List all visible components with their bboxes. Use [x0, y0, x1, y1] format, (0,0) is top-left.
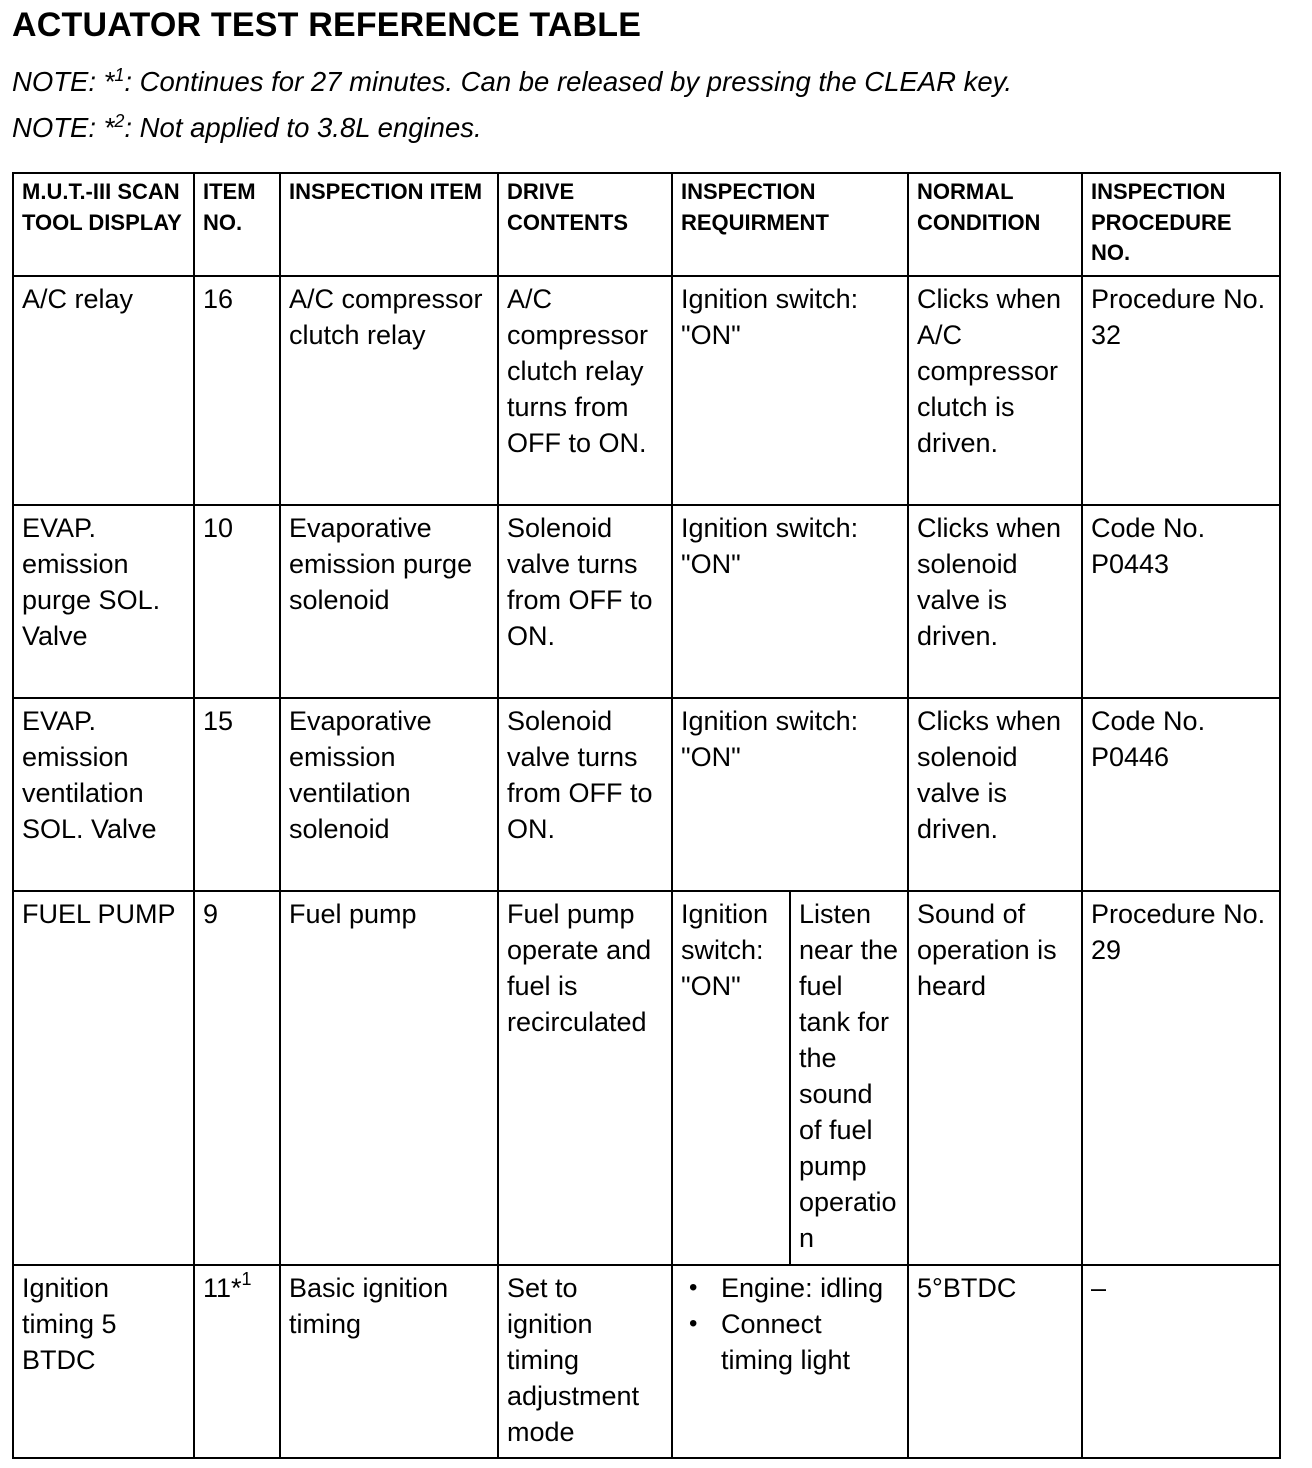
cell-normal-condition: Clicks when solenoid valve is driven. [908, 505, 1082, 698]
item-no-value: 11* [203, 1273, 242, 1303]
table-row [13, 891, 1280, 1265]
cell-normal-condition: Clicks when solenoid valve is driven. [908, 698, 1082, 891]
cell-requirement: Ignition switch: "ON" [672, 891, 790, 1265]
document-title: ACTUATOR TEST REFERENCE TABLE [12, 6, 642, 44]
header-inspection-requirement: INSPECTION REQUIRMENT [672, 173, 908, 276]
cell-item-no: 10 [194, 505, 280, 698]
header-item-no: ITEM NO. [194, 173, 280, 276]
cell-inspection-item: Evaporative emission purge solenoid [280, 505, 498, 698]
cell-normal-condition: Sound of operation is heard [908, 891, 1082, 1265]
cell-inspection-item: Evaporative emission ventilation solenoid [280, 698, 498, 891]
header-drive-contents: DRIVE CONTENTS [498, 173, 672, 276]
cell-item-no: 16 [194, 276, 280, 505]
cell-item-no [194, 1265, 280, 1458]
cell-inspection-item: A/C compressor clutch relay [280, 276, 498, 505]
table-row [13, 1265, 1280, 1458]
cell-procedure-no: Code No. P0443 [1082, 505, 1280, 698]
cell-display: EVAP. emission ventilation SOL. Valve [13, 698, 194, 891]
header-normal-condition: NORMAL CONDITION [908, 173, 1082, 276]
note-1 [12, 66, 1012, 98]
cell-drive-contents: Fuel pump operate and fuel is recirculated [498, 891, 672, 1265]
cell-display: A/C relay [13, 276, 194, 505]
cell-inspection-item: Fuel pump [280, 891, 498, 1265]
note-1-text: : Continues for 27 minutes. Can be released by pressing the CLEAR key. [124, 66, 1012, 97]
cell-normal-condition: 5°BTDC [908, 1265, 1082, 1458]
cell-normal-condition: Clicks when A/C compressor clutch is driven. [908, 276, 1082, 505]
cell-drive-contents: Solenoid valve turns from OFF to ON. [498, 698, 672, 891]
cell-drive-contents: Solenoid valve turns from OFF to ON. [498, 505, 672, 698]
cell-inspection-item: Basic ignition timing [280, 1265, 498, 1458]
cell-requirement: Ignition switch: "ON" [672, 698, 908, 891]
cell-requirement-detail: Listen near the fuel tank for the sound of fuel pump operation [790, 891, 908, 1265]
note-2-prefix: NOTE: * [12, 112, 115, 143]
list-item: • Engine: idling [681, 1270, 899, 1306]
note-2-text: : Not applied to 3.8L engines. [124, 112, 482, 143]
cell-drive-contents: A/C compressor clutch relay turns from OFF to ON. [498, 276, 672, 505]
cell-display: Ignition timing 5 BTDC [13, 1265, 194, 1458]
table-header-row [13, 173, 1280, 276]
cell-display: FUEL PUMP [13, 891, 194, 1265]
note-1-prefix: NOTE: * [12, 66, 115, 97]
cell-procedure-no: Procedure No. 29 [1082, 891, 1280, 1265]
cell-item-no: 9 [194, 891, 280, 1265]
cell-drive-contents: Set to ignition timing adjustment mode [498, 1265, 672, 1458]
table-row [13, 698, 1280, 891]
cell-item-no: 15 [194, 698, 280, 891]
requirement-bullet-list [681, 1270, 899, 1378]
cell-procedure-no: Code No. P0446 [1082, 698, 1280, 891]
actuator-test-table [12, 172, 1281, 1459]
note-1-mark: 1 [114, 64, 125, 85]
header-inspection-item: INSPECTION ITEM [280, 173, 498, 276]
note-2 [12, 112, 482, 144]
header-procedure-no: INSPECTION PROCEDURE NO. [1082, 173, 1280, 276]
note-2-mark: 2 [114, 110, 125, 131]
table-row [13, 505, 1280, 698]
cell-procedure-no: – [1082, 1265, 1280, 1458]
table-row [13, 276, 1280, 505]
list-item: • Connect timing light [681, 1306, 899, 1378]
cell-procedure-no: Procedure No. 32 [1082, 276, 1280, 505]
cell-requirement [672, 1265, 908, 1458]
item-no-footnote-mark: 1 [241, 1269, 252, 1289]
header-display: M.U.T.-III SCAN TOOL DISPLAY [13, 173, 194, 276]
cell-requirement: Ignition switch: "ON" [672, 276, 908, 505]
cell-requirement: Ignition switch: "ON" [672, 505, 908, 698]
cell-display: EVAP. emission purge SOL. Valve [13, 505, 194, 698]
